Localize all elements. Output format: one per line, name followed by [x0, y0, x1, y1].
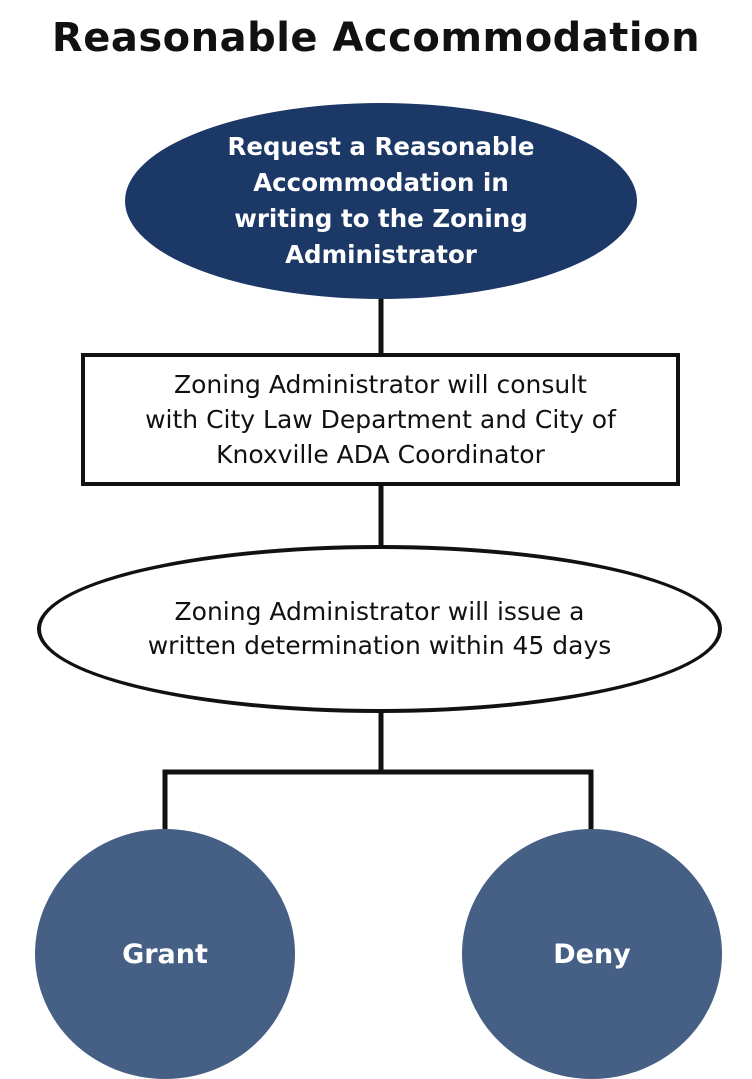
page-title: Reasonable Accommodation	[51, 15, 701, 61]
deny-node	[462, 829, 722, 1079]
deny-text: Deny	[553, 938, 631, 970]
connector-branch	[165, 772, 591, 831]
consult-text: Zoning Administrator will consult with City Law Department and City of Knoxville ADA Coordinator	[145, 370, 616, 469]
grant-text: Grant	[122, 938, 208, 970]
request-accommodation-text: Request a Reasonable Accommodation in writing to the Zoning Administrator	[227, 132, 535, 269]
request-accommodation-node	[125, 103, 637, 299]
consult-node	[81, 353, 680, 486]
grant-node	[35, 829, 295, 1079]
determination-text: Zoning Administrator will issue a written determination within 45 days	[147, 597, 612, 660]
determination-node	[37, 545, 722, 713]
